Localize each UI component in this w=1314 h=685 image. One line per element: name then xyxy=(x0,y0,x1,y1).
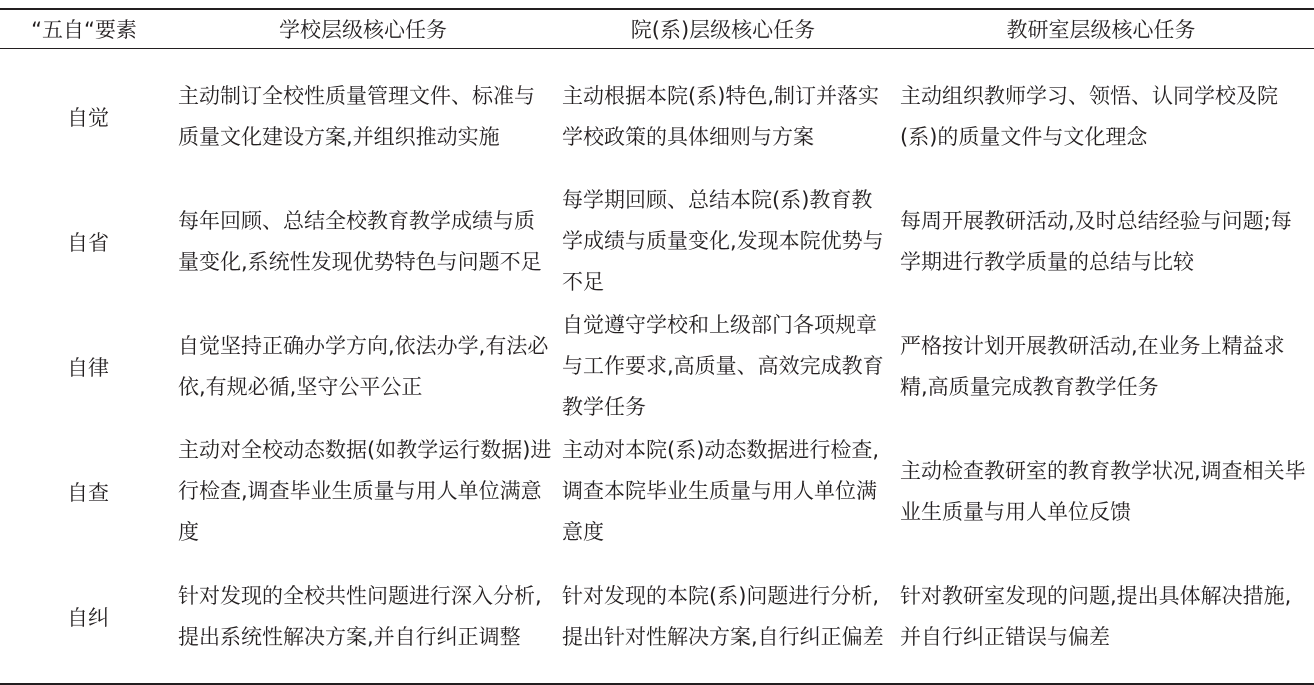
college-task-cell: 每学期回顾、总结本院(系)教育教学成绩与质量变化,发现本院优势与不足 xyxy=(562,188,884,294)
header-school-level: 学校层级核心任务 xyxy=(279,18,447,42)
header-office-level: 教研室层级核心任务 xyxy=(1006,18,1196,42)
row-key: 自觉 xyxy=(67,105,109,130)
row-key: 自纠 xyxy=(67,605,109,630)
office-task-cell: 主动组织教师学习、领悟、认同学校及院(系)的质量文件与文化理念 xyxy=(900,83,1278,149)
school-task-cell: 主动对全校动态数据(如教学运行数据)进行检查,调查毕业生质量与用人单位满意度 xyxy=(178,438,552,544)
table-header-row xyxy=(0,10,1314,48)
table-body xyxy=(0,49,1314,683)
office-task-cell: 针对教研室发现的问题,提出具体解决措施,并自行纠正错误与偏差 xyxy=(900,583,1292,649)
quality-table xyxy=(0,8,1314,685)
college-task-cell: 自觉遵守学校和上级部门各项规章与工作要求,高质量、高效完成教育教学任务 xyxy=(562,313,884,419)
row-key: 自查 xyxy=(67,480,109,505)
school-task-cell: 主动制订全校性质量管理文件、标准与质量文化建设方案,并组织推动实施 xyxy=(178,83,535,149)
header-college-level: 院(系)层级核心任务 xyxy=(630,18,816,42)
college-task-cell: 主动根据本院(系)特色,制订并落实学校政策的具体细则与方案 xyxy=(562,83,880,149)
table-row xyxy=(0,304,1314,429)
row-key: 自律 xyxy=(67,355,109,380)
office-task-cell: 主动检查教研室的教育教学状况,调查相关毕业生质量与用人单位反馈 xyxy=(900,458,1306,524)
school-task-cell: 每年回顾、总结全校教育教学成绩与质量变化,系统性发现优势特色与问题不足 xyxy=(178,208,542,274)
header-five-self-elements: “五自“要素 xyxy=(31,18,137,42)
college-task-cell: 主动对本院(系)动态数据进行检查,调查本院毕业生质量与用人单位满意度 xyxy=(562,438,880,544)
college-task-cell: 针对发现的本院(系)问题进行分析,提出针对性解决方案,自行纠正偏差 xyxy=(562,583,884,649)
office-task-cell: 严格按计划开展教研活动,在业务上精益求精,高质量完成教育教学任务 xyxy=(900,333,1285,399)
row-key: 自省 xyxy=(67,230,109,255)
office-task-cell: 每周开展教研活动,及时总结经验与问题;每学期进行教学质量的总结与比较 xyxy=(900,208,1292,274)
school-task-cell: 自觉坚持正确办学方向,依法办学,有法必依,有规必循,坚守公平公正 xyxy=(178,333,549,399)
school-task-cell: 针对发现的全校共性问题进行深入分析,提出系统性解决方案,并自行纠正调整 xyxy=(178,583,542,649)
table-row xyxy=(0,554,1314,679)
table-row xyxy=(0,54,1314,179)
table-row xyxy=(0,179,1314,304)
table-row xyxy=(0,429,1314,554)
